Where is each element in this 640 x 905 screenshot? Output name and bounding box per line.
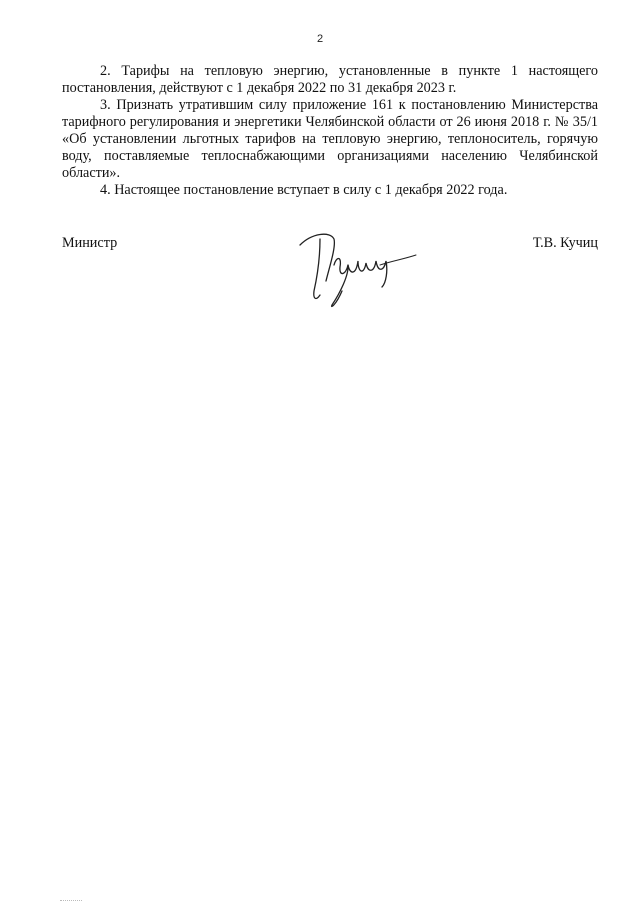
footer-mark (60, 900, 82, 901)
signer-name: Т.В. Кучиц (532, 235, 598, 251)
signer-position: Министр (62, 235, 118, 251)
page-number: 2 (316, 33, 324, 45)
paragraph-2: 2. Тарифы на тепловую энергию, установленные в пункте 1 настоящего постановления, действуют с 1 декабря 2022 по 31 декабря 2023 г. (62, 63, 598, 96)
handwritten-signature (290, 225, 420, 310)
signature-block (62, 225, 598, 315)
paragraph-3: 3. Признать утратившим силу приложение 161 к постановлению Министерства тарифного регулирования и энергетики Челябинской области от 26 июня 2018 г. № 35/1 «Об установлении льготных тарифов на тепловую энергию, теплоноситель, горячую воду, поставляемые теплоснабжающими организациями населению Челябинской области». (62, 97, 598, 181)
paragraph-4: 4. Настоящее постановление вступает в силу с 1 декабря 2022 года. (100, 182, 508, 198)
document-body (62, 63, 598, 199)
